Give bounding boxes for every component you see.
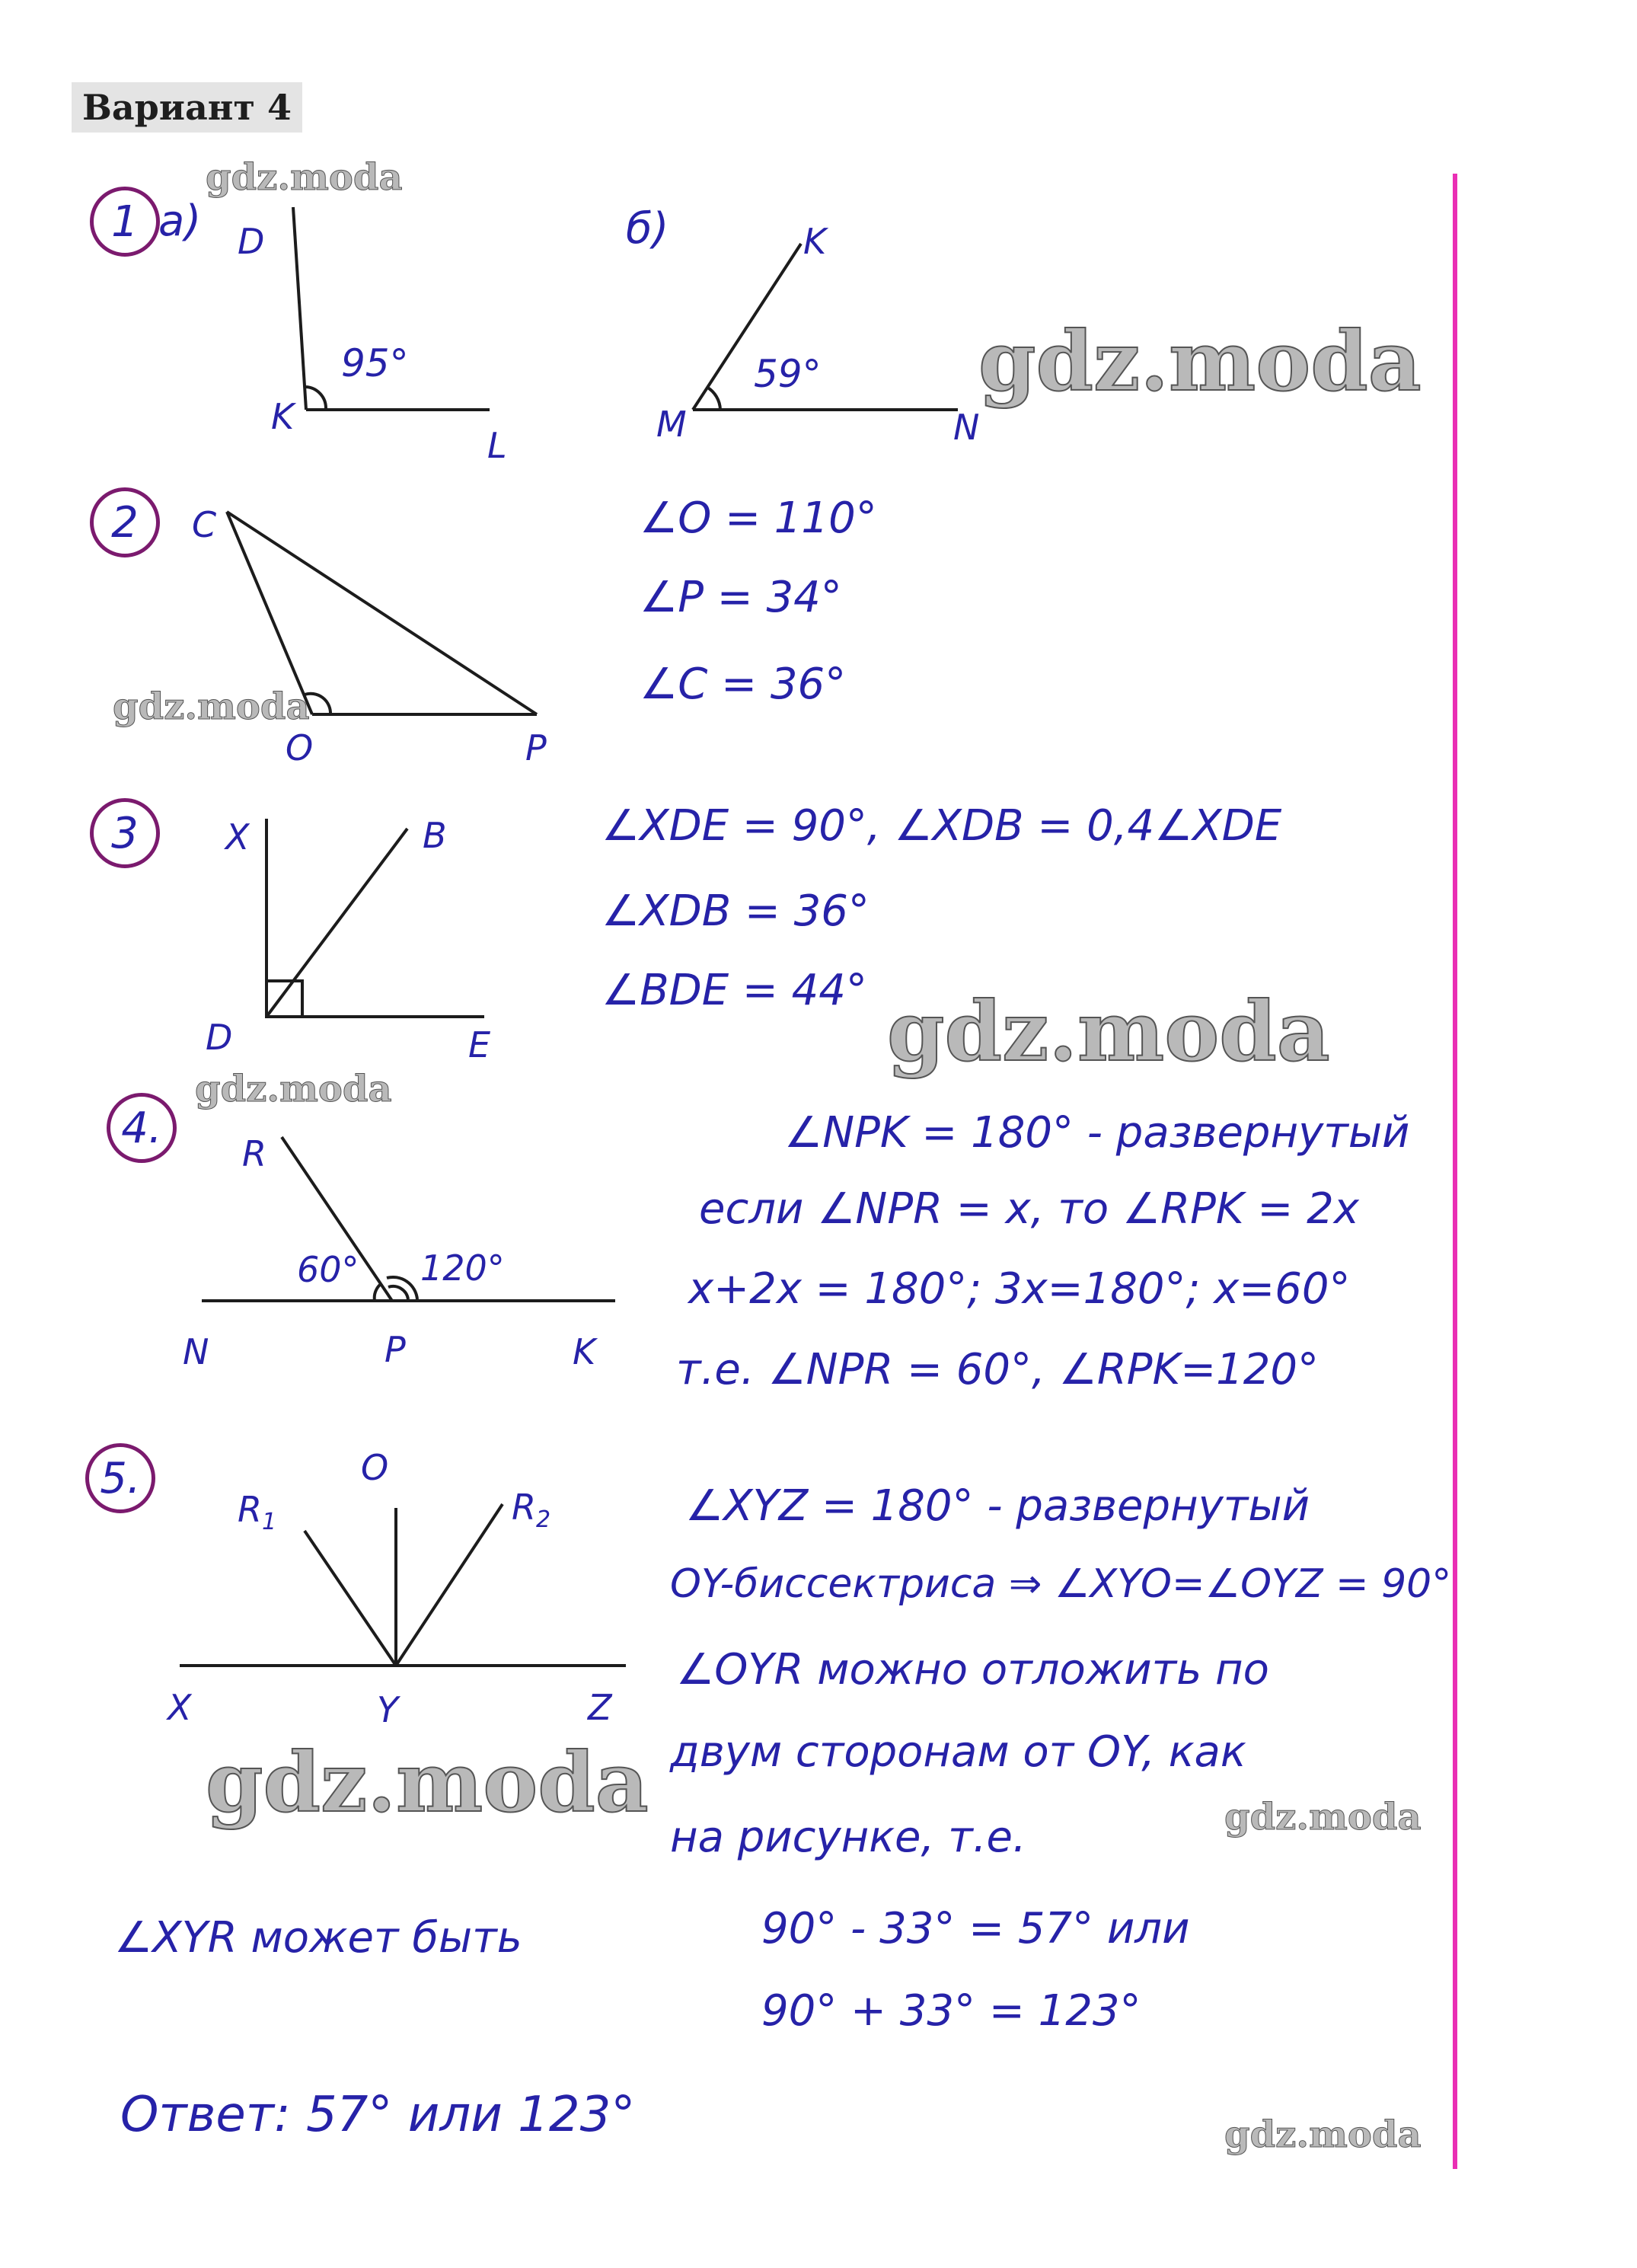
watermark: gdz.moda (887, 984, 1330, 1080)
task4-line-3: x+2x = 180°; 3x=180°; x=60° (688, 1264, 1351, 1314)
task3-line-3: ∠BDE = 44° (602, 966, 867, 1015)
task3-line-2: ∠XDB = 36° (602, 886, 870, 936)
angle-value-59: 59° (754, 352, 822, 396)
point-p: P (525, 727, 547, 768)
task5-line-1: ∠XYZ = 180° - развернутый (685, 1481, 1310, 1531)
watermark: gdz.moda (113, 685, 310, 728)
task4-line-2: если ∠NPR = x, то ∠RPK = 2x (699, 1184, 1359, 1234)
task1-part-b-label: б) (626, 204, 669, 254)
point-r2: $R_2$ (512, 1487, 551, 1534)
point-d-3: D (206, 1017, 233, 1058)
task5-line-2: OY-биссектриса ⇒ ∠XYO=∠OYZ = 90° (670, 1561, 1452, 1607)
angle-value-60: 60° (297, 1249, 359, 1290)
task-number-2: 2 (90, 487, 160, 557)
point-o: O (286, 727, 314, 768)
watermark: gdz.moda (206, 156, 403, 199)
point-r: R (242, 1133, 266, 1174)
point-m: M (656, 404, 687, 445)
task4-line-4: т.е. ∠NPR = 60°, ∠RPK=120° (676, 1345, 1319, 1394)
watermark: gdz.moda (978, 314, 1422, 410)
angle-xde (266, 819, 484, 1017)
point-c: C (192, 504, 217, 545)
watermark: gdz.moda (195, 1068, 392, 1110)
task2-line-3: ∠C = 36° (640, 660, 847, 709)
point-b: B (423, 815, 447, 856)
point-l: L (487, 425, 507, 466)
point-d: D (238, 221, 265, 262)
task2-line-2: ∠P = 34° (640, 573, 842, 622)
task-number-4: 4. (107, 1093, 177, 1163)
task2-line-1: ∠O = 110° (640, 494, 877, 543)
point-x: X (225, 816, 250, 858)
watermark: gdz.moda (206, 1735, 649, 1831)
point-n-4: N (183, 1331, 209, 1372)
point-z: Z (588, 1687, 612, 1728)
task-number-5: 5. (85, 1443, 155, 1513)
point-k-4: K (573, 1331, 596, 1372)
task3-line-1: ∠XDE = 90°, ∠XDB = 0,4∠XDE (602, 801, 1282, 851)
task1-part-a-label: а) (158, 196, 202, 246)
point-k-b: K (803, 221, 827, 262)
point-k: K (271, 396, 295, 437)
watermark: gdz.moda (1224, 1796, 1422, 1838)
point-y: Y (377, 1689, 399, 1730)
final-answer: Ответ: 57° или 123° (120, 2087, 636, 2143)
point-e: E (468, 1024, 491, 1065)
task-number-3: 3 (90, 798, 160, 868)
point-n: N (953, 407, 980, 448)
point-r1: $R_1$ (238, 1489, 277, 1536)
task5-result-line-2: 90° + 33° = 123° (761, 1986, 1141, 2036)
point-p-4: P (385, 1329, 406, 1370)
point-o-5: O (361, 1447, 389, 1488)
point-x-5: X (168, 1687, 192, 1728)
task5-result-label: ∠XYR может быть (114, 1913, 522, 1963)
angle-kmn (693, 244, 958, 410)
triangle-cop (227, 512, 537, 714)
task5-line-3: ∠OYR можно отложить по (676, 1645, 1269, 1695)
watermark: gdz.moda (1224, 2113, 1422, 2156)
task4-line-1: ∠NPK = 180° - развернутый (784, 1108, 1410, 1158)
angle-value-120: 120° (420, 1247, 505, 1289)
task5-line-4: двум сторонам от OY, как (670, 1727, 1246, 1777)
task-number-1: 1 (90, 187, 160, 257)
task5-result-line-1: 90° - 33° = 57° или (761, 1904, 1190, 1953)
variant-title: Вариант 4 (72, 82, 302, 133)
task5-line-5: на рисунке, т.е. (670, 1813, 1026, 1862)
angle-value-95: 95° (341, 341, 409, 385)
